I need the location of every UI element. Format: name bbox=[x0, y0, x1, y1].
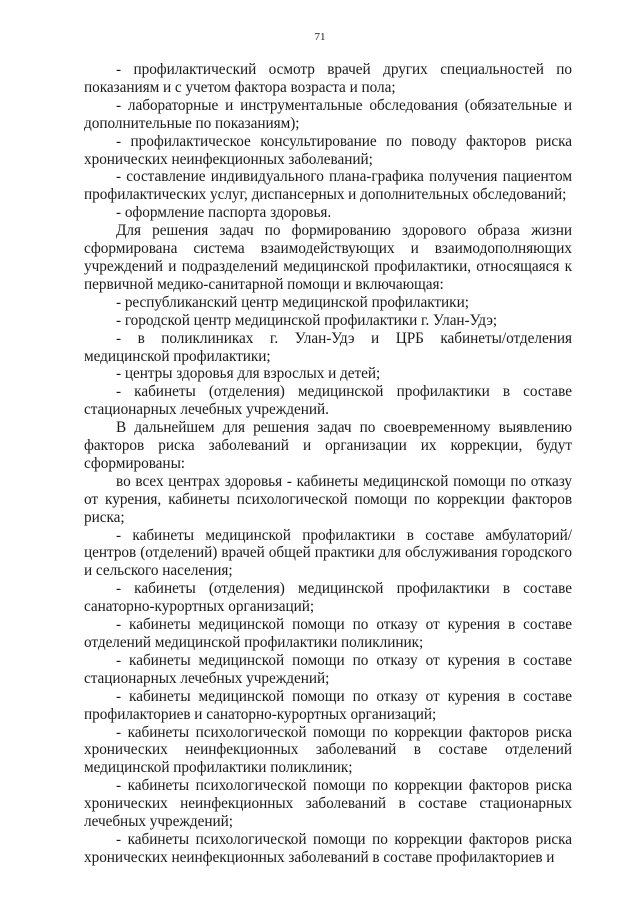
paragraph-9: - в поликлиниках г. Улан-Удэ и ЦРБ кабинеты/отделения медицинской профилактики; bbox=[84, 329, 572, 365]
paragraph-13: во всех центрах здоровья - кабинеты медицинской помощи по отказу от курения, кабинеты психологической помощи по коррекции факторов риска; bbox=[84, 472, 572, 526]
paragraph-16: - кабинеты медицинской помощи по отказу от курения в составе отделений медицинской профилактики поликлиник; bbox=[84, 616, 572, 651]
paragraph-18: - кабинеты медицинской помощи по отказу от курения в составе профилакториев и санаторно-курортных организаций; bbox=[84, 687, 572, 723]
paragraph-4: - составление индивидуального плана-графика получения пациентом профилактических услуг, диспансерных и дополнительных обследований; bbox=[84, 168, 572, 204]
paragraph-15: - кабинеты (отделения) медицинской профилактики в составе санаторно-курортных организаций; bbox=[84, 580, 572, 616]
paragraph-3: - профилактическое консультирование по поводу факторов риска хронических неинфекционных заболеваний; bbox=[84, 132, 572, 168]
paragraph-10: - центры здоровья для взрослых и детей; bbox=[116, 365, 381, 383]
paragraph-12: В дальнейшем для решения задач по своевременному выявлению факторов риска заболеваний и организации их коррекции, будут сформированы: bbox=[84, 419, 572, 472]
paragraph-2: - лабораторные и инструментальные обследования (обязательные и дополнительные по показаниям); bbox=[84, 96, 572, 132]
paragraph-6: Для решения задач по формированию здорового образа жизни сформирована система взаимодействующих и взаимодополняющих учреждений и подразделений медицинской профилактики, относящаяся к первичной медико-санитарной помощи и включающая: bbox=[84, 222, 572, 293]
paragraph-14: - кабинеты медицинской профилактики в составе амбулаторий/центров (отделений) врачей общей практики для обслуживания городского и сельского населения; bbox=[84, 526, 572, 580]
paragraph-5: - оформление паспорта здоровья. bbox=[116, 204, 332, 222]
paragraph-1: - профилактический осмотр врачей других специальностей по показаниям и с учетом фактора возраста и пола; bbox=[84, 61, 572, 96]
paragraph-8: - городской центр медицинской профилактики г. Улан-Удэ; bbox=[116, 311, 498, 329]
page-number: 71 bbox=[314, 31, 326, 43]
paragraph-7: - республиканский центр медицинской профилактики; bbox=[116, 293, 469, 311]
paragraph-21: - кабинеты психологической помощи по коррекции факторов риска хронических неинфекционных заболеваний в составе профилакториев и bbox=[84, 830, 572, 866]
paragraph-11: - кабинеты (отделения) медицинской профилактики в составе стационарных лечебных учреждений. bbox=[84, 383, 572, 419]
paragraph-19: - кабинеты психологической помощи по коррекции факторов риска хронических неинфекционных заболеваний в составе отделений медицинской профилактики поликлиник; bbox=[84, 723, 572, 777]
body-text bbox=[84, 61, 572, 867]
paragraph-17: - кабинеты медицинской помощи по отказу от курения в составе стационарных лечебных учреждений; bbox=[84, 651, 572, 687]
paragraph-20: - кабинеты психологической помощи по коррекции факторов риска хронических неинфекционных заболеваний в составе стационарных лечебных учреждений; bbox=[84, 777, 572, 831]
